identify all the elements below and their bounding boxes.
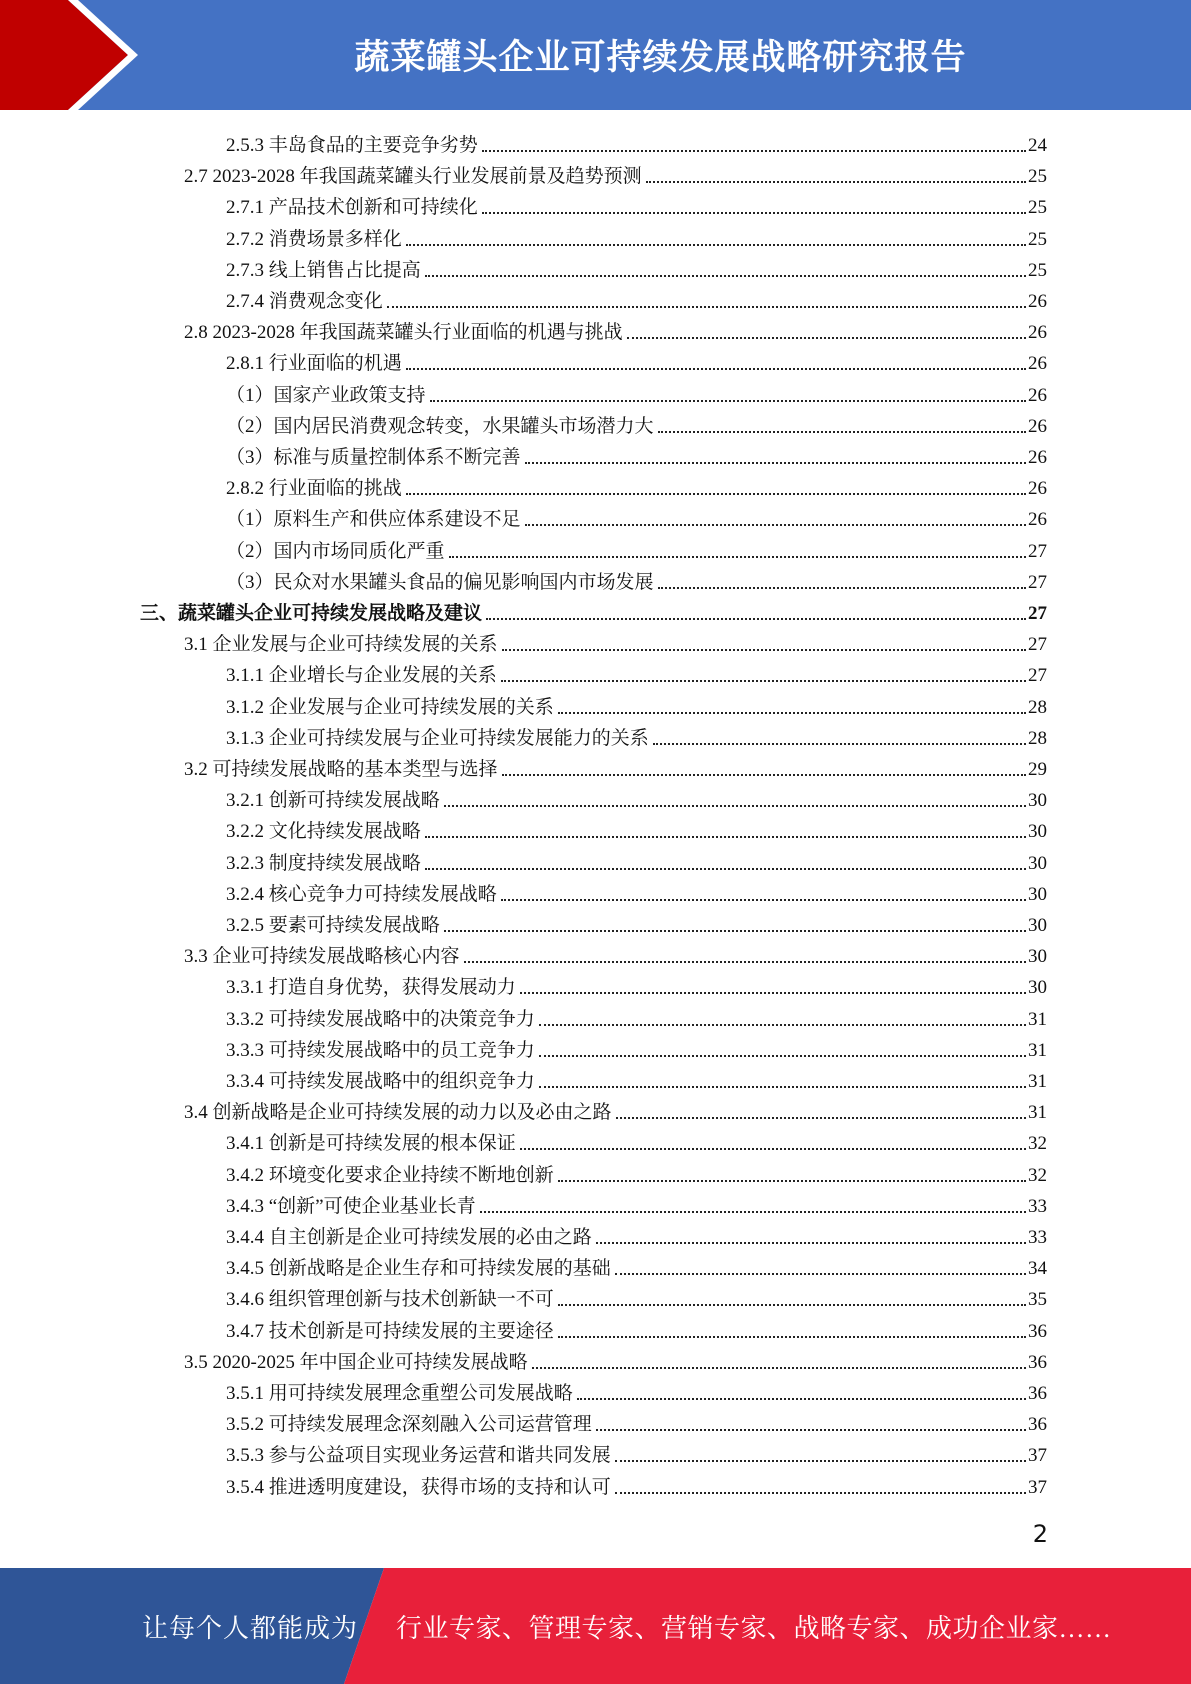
toc-entry[interactable] [226, 1438, 1047, 1469]
toc-entry-page: 26 [1028, 322, 1047, 344]
toc-entry-title: 2.7.2 消费场景多样化 [226, 228, 402, 250]
toc-entry-page: 30 [1028, 883, 1047, 905]
toc-entry[interactable] [226, 1220, 1047, 1251]
toc-dot-leader [406, 493, 1026, 495]
toc-entry-page: 33 [1028, 1227, 1047, 1248]
toc-entry-page: 31 [1028, 1102, 1047, 1124]
toc-entry-page: 25 [1028, 166, 1047, 188]
page-header [0, 0, 1191, 110]
toc-entry[interactable] [226, 783, 1047, 814]
toc-entry-page: 34 [1028, 1258, 1047, 1280]
toc-entry-page: 26 [1028, 509, 1047, 531]
toc-dot-leader [539, 1024, 1026, 1026]
toc-dot-leader [480, 1211, 1026, 1213]
toc-entry[interactable] [226, 1002, 1047, 1033]
toc-entry-page: 26 [1028, 478, 1047, 500]
toc-entry-page: 30 [1028, 790, 1047, 812]
toc-entry-title: 3.1.1 企业增长与企业发展的关系 [226, 665, 497, 687]
toc-dot-leader [520, 992, 1026, 994]
toc-entry[interactable] [184, 315, 1047, 346]
toc-entry-title: （3）民众对水果罐头食品的偏见影响国内市场发展 [226, 571, 654, 593]
toc-dot-leader [525, 524, 1026, 526]
toc-entry-page: 28 [1028, 727, 1047, 749]
toc-entry[interactable] [226, 1126, 1047, 1157]
toc-dot-leader [482, 150, 1026, 152]
toc-entry[interactable] [226, 565, 1047, 596]
toc-dot-leader [596, 1242, 1026, 1244]
toc-dot-leader [615, 1460, 1026, 1462]
toc-entry-page: 30 [1028, 852, 1047, 874]
toc-entry[interactable] [226, 409, 1047, 440]
toc-entry-page: 33 [1028, 1195, 1047, 1217]
toc-entry-page: 28 [1028, 696, 1047, 718]
toc-dot-leader [486, 618, 1026, 620]
toc-entry[interactable] [184, 159, 1047, 190]
toc-entry-page: 30 [1028, 946, 1047, 968]
toc-entry[interactable] [226, 1470, 1047, 1501]
page-footer [0, 1568, 1191, 1684]
toc-entry-page: 27 [1028, 634, 1047, 656]
toc-dot-leader [653, 743, 1026, 745]
toc-entry-page: 37 [1028, 1445, 1047, 1467]
toc-entry-title: （2）国内市场同质化严重 [226, 540, 445, 562]
toc-entry[interactable] [226, 534, 1047, 565]
toc-entry-title: 3.4.1 创新是可持续发展的根本保证 [226, 1133, 516, 1155]
toc-entry-page: 32 [1028, 1164, 1047, 1186]
toc-entry-title: 2.8.2 行业面临的挑战 [226, 478, 402, 500]
toc-entry-page: 26 [1028, 384, 1047, 406]
toc-entry-title: 3.5.2 可持续发展理念深刻融入公司运营管理 [226, 1414, 592, 1436]
toc-dot-leader [627, 337, 1026, 339]
toc-entry[interactable] [226, 877, 1047, 908]
toc-entry-page: 36 [1028, 1320, 1047, 1342]
toc-entry[interactable] [226, 846, 1047, 877]
toc-entry-title: 3.4.5 创新战略是企业生存和可持续发展的基础 [226, 1258, 611, 1280]
toc-entry-title: 3.2.3 制度持续发展战略 [226, 852, 421, 874]
toc-dot-leader [501, 680, 1026, 682]
toc-entry-page: 25 [1028, 228, 1047, 250]
toc-dot-leader [430, 400, 1026, 402]
toc-dot-leader [577, 1398, 1026, 1400]
toc-entry-page: 29 [1028, 759, 1047, 780]
toc-entry-page: 26 [1028, 415, 1047, 437]
toc-entry-title: 3.5.4 推进透明度建设，获得市场的支持和认可 [226, 1476, 611, 1498]
toc-entry-page: 30 [1028, 915, 1047, 936]
toc-entry-page: 31 [1028, 1039, 1047, 1061]
toc-entry-page: 27 [1028, 571, 1047, 593]
toc-entry-title: （3）标准与质量控制体系不断完善 [226, 447, 521, 468]
toc-dot-leader [501, 899, 1026, 901]
toc-entry-title: （1）国家产业政策支持 [226, 384, 426, 406]
toc-entry-page: 25 [1028, 259, 1047, 281]
toc-entry[interactable] [226, 284, 1047, 315]
toc-entry-page: 24 [1028, 135, 1047, 156]
toc-entry[interactable] [226, 502, 1047, 533]
toc-entry[interactable] [184, 752, 1047, 783]
toc-entry[interactable] [184, 1095, 1047, 1126]
toc-entry-title: 3.3.1 打造自身优势，获得发展动力 [226, 977, 516, 999]
toc-entry[interactable] [226, 721, 1047, 752]
toc-entry-title: （2）国内居民消费观念转变，水果罐头市场潜力大 [226, 415, 654, 437]
toc-dot-leader [615, 1273, 1026, 1275]
toc-entry-title: 3.3.2 可持续发展战略中的决策竞争力 [226, 1008, 535, 1030]
toc-entry-title: 2.8.1 行业面临的机遇 [226, 353, 402, 375]
toc-entry[interactable] [226, 690, 1047, 721]
toc-entry-page: 30 [1028, 821, 1047, 843]
toc-entry[interactable] [226, 253, 1047, 284]
toc-entry-page: 30 [1028, 977, 1047, 999]
toc-entry[interactable] [226, 346, 1047, 377]
toc-dot-leader [387, 306, 1026, 308]
toc-entry[interactable] [226, 1314, 1047, 1345]
toc-entry-page: 36 [1028, 1351, 1047, 1373]
toc-entry[interactable] [226, 471, 1047, 502]
toc-dot-leader [558, 1304, 1026, 1306]
toc-dot-leader [596, 1429, 1026, 1431]
toc-entry-title: （1）原料生产和供应体系建设不足 [226, 509, 521, 531]
toc-entry[interactable] [226, 128, 1047, 159]
toc-entry-page: 31 [1028, 1071, 1047, 1092]
toc-entry-page: 37 [1028, 1476, 1047, 1498]
toc-dot-leader [558, 712, 1026, 714]
toc-dot-leader [658, 587, 1026, 589]
toc-dot-leader [425, 868, 1026, 870]
toc-entry[interactable] [226, 814, 1047, 845]
toc-dot-leader [520, 1148, 1026, 1150]
toc-entry-page: 31 [1028, 1008, 1047, 1030]
toc-entry-title: 3.2 可持续发展战略的基本类型与选择 [184, 759, 498, 780]
toc-dot-leader [558, 1336, 1026, 1338]
toc-entry[interactable] [226, 222, 1047, 253]
toc-entry[interactable] [184, 939, 1047, 970]
toc-entry-title: 3.2.4 核心竞争力可持续发展战略 [226, 883, 497, 905]
toc-entry-title: 3.4.7 技术创新是可持续发展的主要途径 [226, 1320, 554, 1342]
toc-dot-leader [425, 275, 1026, 277]
toc-entry[interactable] [226, 1189, 1047, 1220]
toc-entry[interactable] [226, 970, 1047, 1001]
toc-entry-title: 3.3 企业可持续发展战略核心内容 [184, 946, 460, 968]
toc-dot-leader [558, 1180, 1026, 1182]
toc-dot-leader [406, 368, 1026, 370]
toc-dot-leader [532, 1367, 1026, 1369]
toc-entry-page: 35 [1028, 1289, 1047, 1311]
toc-entry[interactable] [226, 1376, 1047, 1407]
toc-dot-leader [444, 805, 1026, 807]
footer-slogan-right: 行业专家、管理专家、营销专家、战略专家、成功企业家…… [396, 1613, 1112, 1643]
toc-entry-title: 3.2.1 创新可持续发展战略 [226, 790, 440, 812]
toc-entry-page: 27 [1028, 665, 1047, 687]
toc-entry[interactable] [226, 908, 1047, 939]
toc-entry-title: 3.1 企业发展与企业可持续发展的关系 [184, 634, 498, 656]
toc-entry[interactable] [140, 596, 1047, 627]
toc-dot-leader [502, 649, 1026, 651]
toc-entry-page: 26 [1028, 447, 1047, 468]
toc-entry-title: 2.7.4 消费观念变化 [226, 291, 383, 312]
toc-entry-title: 2.7.1 产品技术创新和可持续化 [226, 197, 478, 219]
toc-dot-leader [482, 212, 1026, 214]
toc-entry-title: 3.4 创新战略是企业可持续发展的动力以及必由之路 [184, 1102, 612, 1124]
toc-dot-leader [464, 961, 1026, 963]
toc-entry-title: 三、蔬菜罐头企业可持续发展战略及建议 [140, 603, 483, 624]
toc-entry[interactable] [226, 1064, 1047, 1095]
toc-dot-leader [539, 1055, 1026, 1057]
toc-entry-page: 32 [1028, 1133, 1047, 1155]
toc-entry-title: 3.4.6 组织管理创新与技术创新缺一不可 [226, 1289, 554, 1311]
toc-dot-leader [425, 836, 1026, 838]
toc-dot-leader [406, 244, 1026, 246]
toc-entry-title: 3.4.2 环境变化要求企业持续不断地创新 [226, 1164, 554, 1186]
toc-entry[interactable] [226, 378, 1047, 409]
toc-dot-leader [615, 1492, 1026, 1494]
toc-dot-leader [502, 774, 1026, 776]
toc-entry-page: 26 [1028, 353, 1047, 375]
toc-entry[interactable] [226, 1033, 1047, 1064]
toc-entry-title: 2.7 2023-2028 年我国蔬菜罐头行业发展前景及趋势预测 [184, 166, 642, 188]
toc-entry-title: 2.8 2023-2028 年我国蔬菜罐头行业面临的机遇与挑战 [184, 322, 623, 344]
toc-entry-title: 3.2.5 要素可持续发展战略 [226, 915, 440, 936]
toc-entry[interactable] [226, 440, 1047, 471]
toc-dot-leader [616, 1117, 1026, 1119]
toc-dot-leader [658, 431, 1026, 433]
toc-entry-page: 36 [1028, 1383, 1047, 1404]
toc-dot-leader [444, 930, 1026, 932]
toc-entry[interactable] [226, 1251, 1047, 1282]
toc-dot-leader [539, 1086, 1026, 1088]
toc-entry[interactable] [184, 627, 1047, 658]
toc-entry-page: 25 [1028, 197, 1047, 219]
toc-dot-leader [449, 556, 1026, 558]
toc-entry-title: 3.3.4 可持续发展战略中的组织竞争力 [226, 1071, 535, 1092]
toc-entry-page: 27 [1028, 540, 1047, 562]
toc-entry-title: 3.2.2 文化持续发展战略 [226, 821, 421, 843]
toc-entry-title: 3.5.1 用可持续发展理念重塑公司发展战略 [226, 1383, 573, 1404]
toc-entry[interactable] [226, 190, 1047, 221]
toc-entry-title: 3.1.3 企业可持续发展与企业可持续发展能力的关系 [226, 727, 649, 749]
toc-dot-leader [646, 181, 1026, 183]
toc-entry[interactable] [226, 1407, 1047, 1438]
toc-entry[interactable] [226, 1158, 1047, 1189]
toc-entry-title: 3.5.3 参与公益项目实现业务运营和谐共同发展 [226, 1445, 611, 1467]
toc-entry-page: 27 [1028, 603, 1047, 624]
page-number: 2 [1032, 1520, 1048, 1548]
toc-dot-leader [525, 462, 1026, 464]
toc-entry-title: 3.1.2 企业发展与企业可持续发展的关系 [226, 696, 554, 718]
toc-entry-title: 3.5 2020-2025 年中国企业可持续发展战略 [184, 1351, 528, 1373]
toc-entry-title: 2.7.3 线上销售占比提高 [226, 259, 421, 281]
toc-entry-page: 36 [1028, 1414, 1047, 1436]
toc-entry-page: 26 [1028, 291, 1047, 312]
toc-entry[interactable] [226, 1282, 1047, 1313]
toc-entry[interactable] [226, 658, 1047, 689]
toc-entry-title: 3.3.3 可持续发展战略中的员工竞争力 [226, 1039, 535, 1061]
toc-entry-title: 3.4.4 自主创新是企业可持续发展的必由之路 [226, 1227, 592, 1248]
toc-entry[interactable] [184, 1345, 1047, 1376]
toc-entry-title: 2.5.3 丰岛食品的主要竞争劣势 [226, 135, 478, 156]
footer-slogan-left: 让每个人都能成为 [142, 1613, 359, 1643]
report-title: 蔬菜罐头企业可持续发展战略研究报告 [354, 38, 967, 78]
toc-entry-title: 3.4.3 “创新”可使企业基业长青 [226, 1195, 476, 1217]
